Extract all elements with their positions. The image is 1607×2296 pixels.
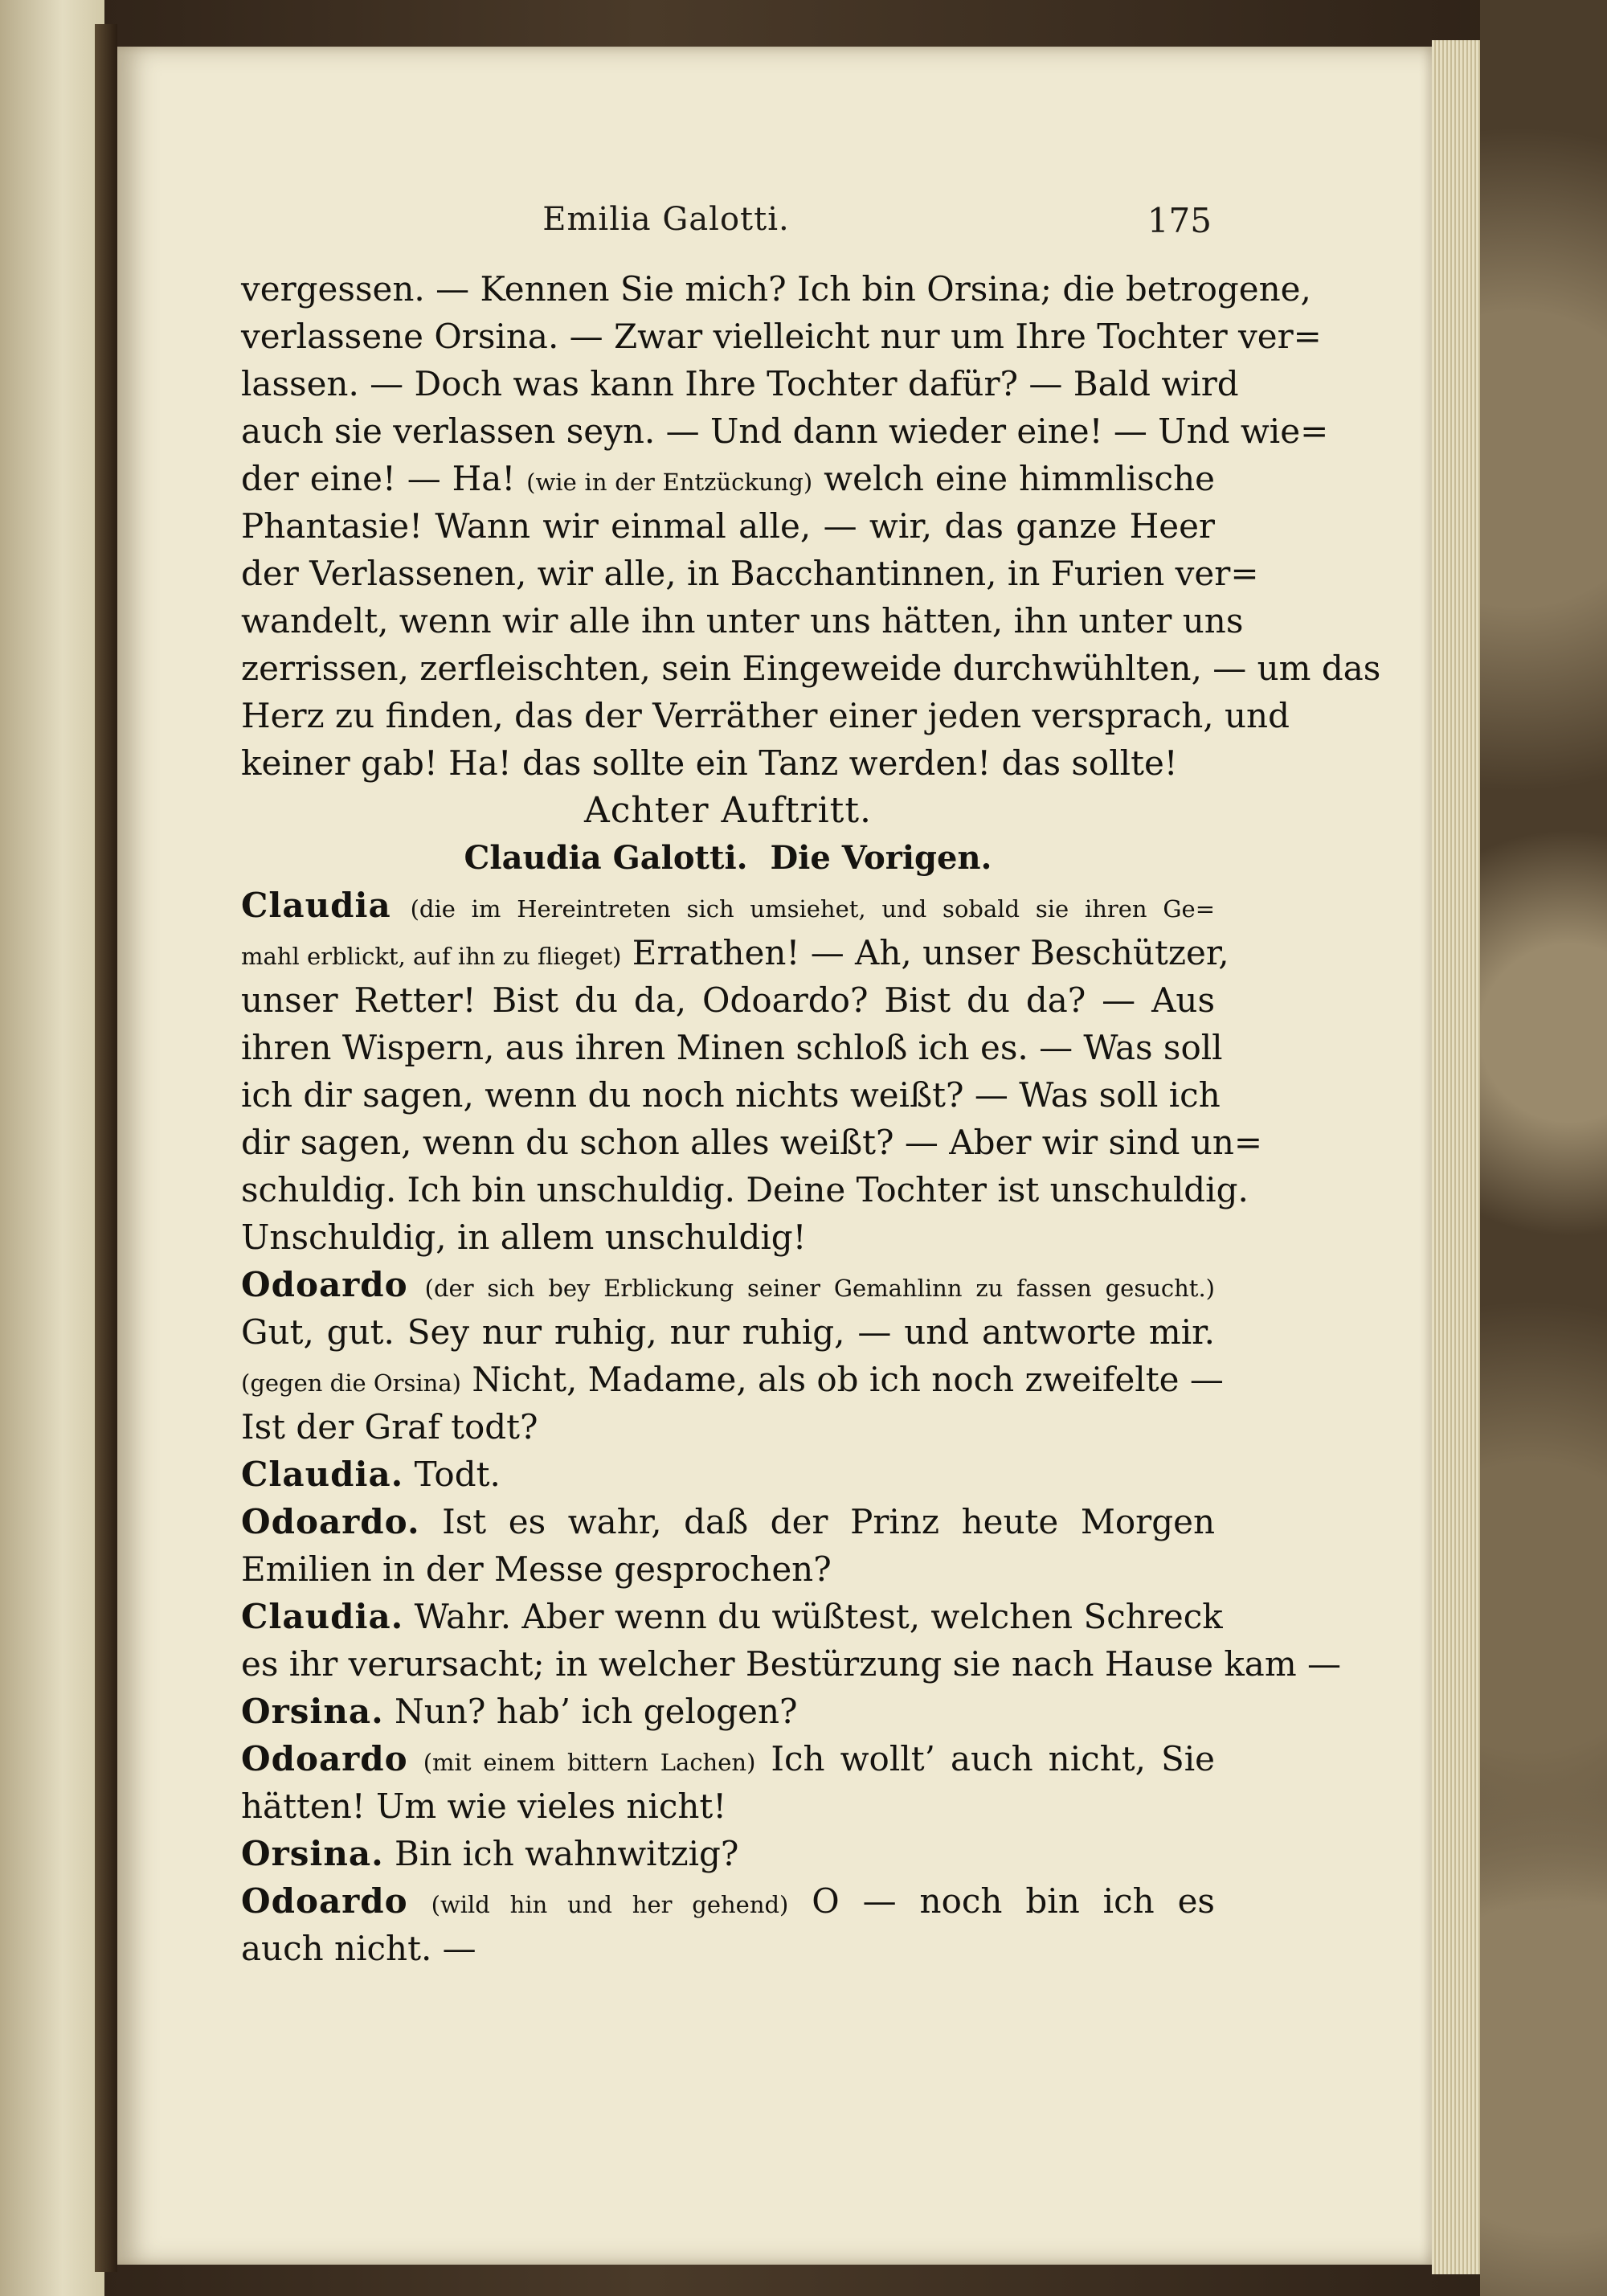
running-title: Emilia Galotti. xyxy=(542,201,790,238)
text-line: Herz zu finden, das der Verräther einer jeden versprach, und xyxy=(241,696,1290,735)
text-line: dir sagen, wenn du schon alles weißt? — Aber wir sind un= xyxy=(241,1123,1263,1162)
page-number: 175 xyxy=(1147,201,1212,240)
speaker-name: Odoardo xyxy=(241,1881,408,1921)
speaker-name: Odoardo xyxy=(241,1265,408,1304)
text-line: Odoardo (wild hin und her gehend) O — noch bin ich es xyxy=(241,1881,1215,1921)
page-header xyxy=(121,201,1212,249)
stage-direction: (die im Hereintreten sich umsiehet, und sobald sie ihren Ge= xyxy=(410,895,1215,923)
text-line: ihren Wispern, aus ihren Minen schloß ich es. — Was soll xyxy=(241,1028,1223,1067)
stage-direction: (mit einem bittern Lachen) xyxy=(423,1749,756,1776)
scene-title: Achter Auftritt. xyxy=(583,790,873,831)
text-line: Odoardo (mit einem bittern Lachen) Ich wollt’ auch nicht, Sie xyxy=(241,1739,1216,1778)
text-line: unser Retter! Bist du da, Odoardo? Bist du da? — Aus xyxy=(241,980,1215,1020)
previous-page-edge xyxy=(0,0,104,2296)
text-line: Emilien in der Messe gesprochen? xyxy=(241,1549,832,1589)
stage-direction: (wie in der Entzückung) xyxy=(526,469,813,496)
page-edges xyxy=(1432,40,1480,2274)
text-line: auch sie verlassen seyn. — Und dann wieder eine! — Und wie= xyxy=(241,411,1329,451)
text-line: zerrissen, zerfleischten, sein Eingeweide durchwühlten, — um das xyxy=(241,649,1381,688)
text-line: auch nicht. — xyxy=(241,1929,476,1968)
text-line: verlassene Orsina. — Zwar vielleicht nur um Ihre Tochter ver= xyxy=(241,317,1322,356)
stage-direction: (der sich bey Erblickung seiner Gemahlinn zu fassen gesucht.) xyxy=(424,1275,1215,1302)
stage-direction: (wild hin und her gehend) xyxy=(431,1891,789,1918)
text-line: keiner gab! Ha! das sollte ein Tanz werden! das sollte! xyxy=(241,743,1178,783)
speaker-name: Claudia. xyxy=(241,1597,404,1636)
text-line: Claudia. Wahr. Aber wenn du wüßtest, welchen Schreck xyxy=(241,1597,1223,1636)
speaker-name: Orsina. xyxy=(241,1692,384,1731)
text-line: mahl erblickt, auf ihn zu flieget) Errathen! — Ah, unser Beschützer, xyxy=(241,933,1229,972)
text-line: hätten! Um wie vieles nicht! xyxy=(241,1786,727,1826)
text-line: lassen. — Doch was kann Ihre Tochter dafür? — Bald wird xyxy=(241,364,1239,403)
stage-direction: (gegen die Orsina) xyxy=(241,1369,461,1397)
speaker-name: Claudia xyxy=(241,886,391,925)
text-line: vergessen. — Kennen Sie mich? Ich bin Orsina; die betrogene, xyxy=(241,269,1311,309)
text-line: schuldig. Ich bin unschuldig. Deine Tochter ist unschuldig. xyxy=(241,1170,1249,1209)
text-line: der Verlassenen, wir alle, in Bacchantinnen, in Furien ver= xyxy=(241,554,1259,593)
text-line: Orsina. Bin ich wahnwitzig? xyxy=(241,1834,739,1873)
speaker-name: Orsina. xyxy=(241,1834,384,1873)
speaker-name: Odoardo. xyxy=(241,1502,420,1541)
text-line: Claudia. Todt. xyxy=(241,1455,501,1494)
text-line: wandelt, wenn wir alle ihn unter uns hätten, ihn unter uns xyxy=(241,601,1244,641)
text-line xyxy=(241,1261,1215,1308)
speaker-name: Claudia. xyxy=(241,1455,404,1494)
text-line: ich dir sagen, wenn du noch nichts weißt? — Was soll ich xyxy=(241,1075,1221,1115)
text-line: Ist der Graf todt? xyxy=(241,1407,538,1447)
scene-cast xyxy=(241,834,1215,882)
speaker-name: Odoardo xyxy=(241,1739,408,1778)
book-gutter xyxy=(95,24,117,2272)
text-line: Unschuldig, in allem unschuldig! xyxy=(241,1218,807,1257)
marbled-cover-edge xyxy=(1480,0,1607,2296)
text-line: Gut, gut. Sey nur ruhig, nur ruhig, — und antworte mir. xyxy=(241,1312,1215,1352)
cast-others: Die Vorigen. xyxy=(770,839,992,877)
text-line: der eine! — Ha! (wie in der Entzückung) welch eine himmlische xyxy=(241,459,1215,498)
text-line: (gegen die Orsina) Nicht, Madame, als ob ich noch zweifelte — xyxy=(241,1360,1224,1399)
text-line: Odoardo. Ist es wahr, daß der Prinz heute Morgen xyxy=(241,1502,1215,1541)
text-line: es ihr verursacht; in welcher Bestürzung sie nach Hause kam — xyxy=(241,1644,1342,1684)
text-line: Orsina. Nun? hab’ ich gelogen? xyxy=(241,1692,798,1731)
cast-claudia: Claudia Galotti. xyxy=(464,839,748,877)
page-body xyxy=(241,265,1381,1972)
text-line xyxy=(241,882,1215,929)
stage-direction: mahl erblickt, auf ihn zu flieget) xyxy=(241,943,622,970)
text-line: Phantasie! Wann wir einmal alle, — wir, das ganze Heer xyxy=(241,506,1215,546)
